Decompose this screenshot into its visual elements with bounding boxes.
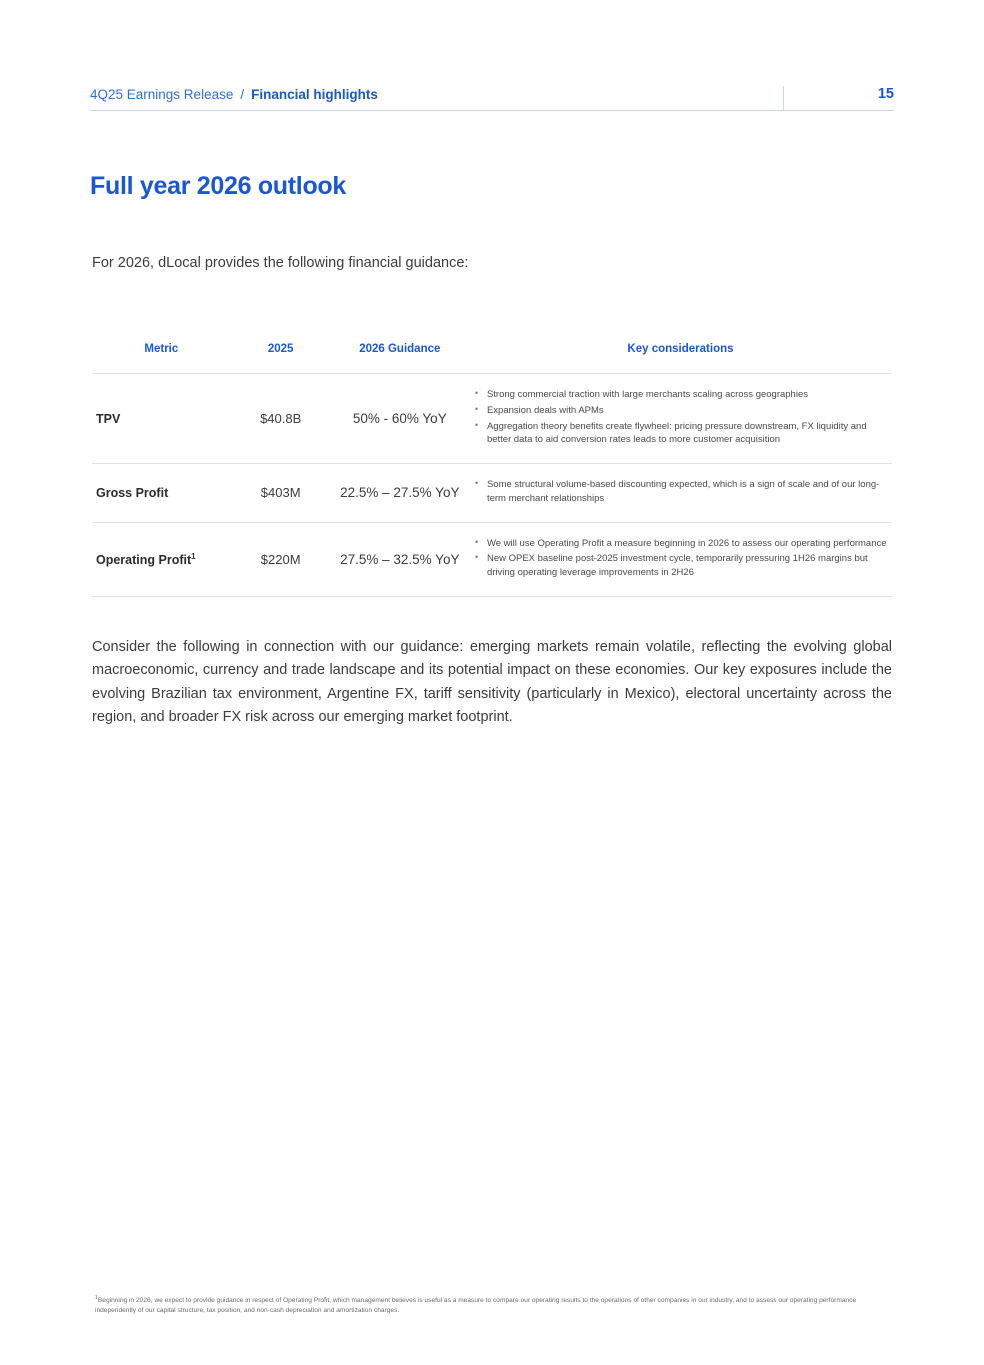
metric-label: Operating Profit bbox=[96, 552, 192, 567]
considerations-list bbox=[473, 478, 888, 506]
breadcrumb-document: 4Q25 Earnings Release bbox=[90, 87, 234, 102]
table-header-row bbox=[92, 335, 892, 374]
breadcrumb-section: Financial highlights bbox=[251, 87, 378, 102]
considerations-list bbox=[473, 388, 888, 447]
row-value-2025-tpv: $40.8B bbox=[231, 374, 331, 464]
breadcrumb-separator: / bbox=[240, 87, 245, 102]
table-body bbox=[92, 374, 892, 597]
body-paragraph: Consider the following in connection with our guidance: emerging markets remain volatile, reflecting the evolving global macroeconomic, currency and trade landscape and its potential impact on these economies. Our key exposures include the evolving Brazilian tax environment, Argentine FX, tariff sensitivity (particularly in Mexico), electoral uncertainty across the region, and broader FX risk across our emerging market footprint. bbox=[92, 639, 892, 726]
metric-label: TPV bbox=[96, 412, 121, 427]
table-row bbox=[92, 522, 892, 596]
list-item: • New OPEX baseline post-2025 investment cycle, temporarily pressuring 1H26 margins but driving operating leverage improvements in 2H26 bbox=[487, 552, 888, 580]
metric-label: Gross Profit bbox=[96, 486, 169, 501]
row-value-2025-gross-profit: $403M bbox=[231, 464, 331, 523]
metric-footnote-marker: 1 bbox=[191, 551, 196, 561]
list-item: • Aggregation theory benefits create flywheel: pricing pressure downstream, FX liquidity and better data to aid conversion rates leads to more customer acquisition bbox=[487, 420, 888, 448]
intro-text: For 2026, dLocal provides the following financial guidance: bbox=[92, 255, 469, 271]
row-metric-tpv bbox=[92, 374, 231, 464]
table-row bbox=[92, 464, 892, 523]
row-considerations-tpv bbox=[469, 374, 892, 464]
column-header-2025: 2025 bbox=[267, 343, 294, 355]
table-header bbox=[92, 335, 892, 374]
column-header-key-considerations: Key considerations bbox=[627, 343, 734, 355]
row-metric-gross-profit bbox=[92, 464, 231, 523]
list-item: • We will use Operating Profit a measure beginning in 2026 to assess our operating performance bbox=[487, 537, 888, 551]
row-guidance-2026-gross-profit: 22.5% – 27.5% YoY bbox=[331, 464, 469, 523]
row-metric-operating-profit bbox=[92, 522, 231, 596]
row-value-2025-operating-profit: $220M bbox=[231, 522, 331, 596]
page-number: 15 bbox=[783, 86, 894, 111]
column-header-metric: Metric bbox=[144, 343, 179, 355]
row-considerations-gross-profit bbox=[469, 464, 892, 523]
footnote-marker: 1 bbox=[95, 1295, 98, 1301]
row-guidance-2026-tpv: 50% - 60% YoY bbox=[331, 374, 469, 464]
breadcrumb bbox=[90, 87, 783, 111]
footnote-text: Beginning in 2026, we expect to provide guidance in respect of Operating Profit, which management believes is useful as a measure to compare our operating results to the operations of other companies in our industry, and to assess our operating performance independently of our capital structure, tax position, and non-cash depreciation and amortization charges. bbox=[95, 1297, 857, 1315]
row-guidance-2026-operating-profit: 27.5% – 32.5% YoY bbox=[331, 522, 469, 596]
list-item: • Expansion deals with APMs bbox=[487, 404, 888, 418]
list-item: • Strong commercial traction with large merchants scaling across geographies bbox=[487, 388, 888, 402]
list-item: • Some structural volume-based discounting expected, which is a sign of scale and of our long-term merchant relationships bbox=[487, 478, 888, 506]
table-row bbox=[92, 374, 892, 464]
considerations-list bbox=[473, 537, 888, 580]
row-considerations-operating-profit bbox=[469, 522, 892, 596]
footnote bbox=[95, 1295, 890, 1316]
page-title: Full year 2026 outlook bbox=[90, 172, 346, 200]
guidance-table bbox=[92, 335, 892, 597]
page-header bbox=[90, 86, 894, 111]
column-header-2026-guidance: 2026 Guidance bbox=[359, 343, 441, 355]
